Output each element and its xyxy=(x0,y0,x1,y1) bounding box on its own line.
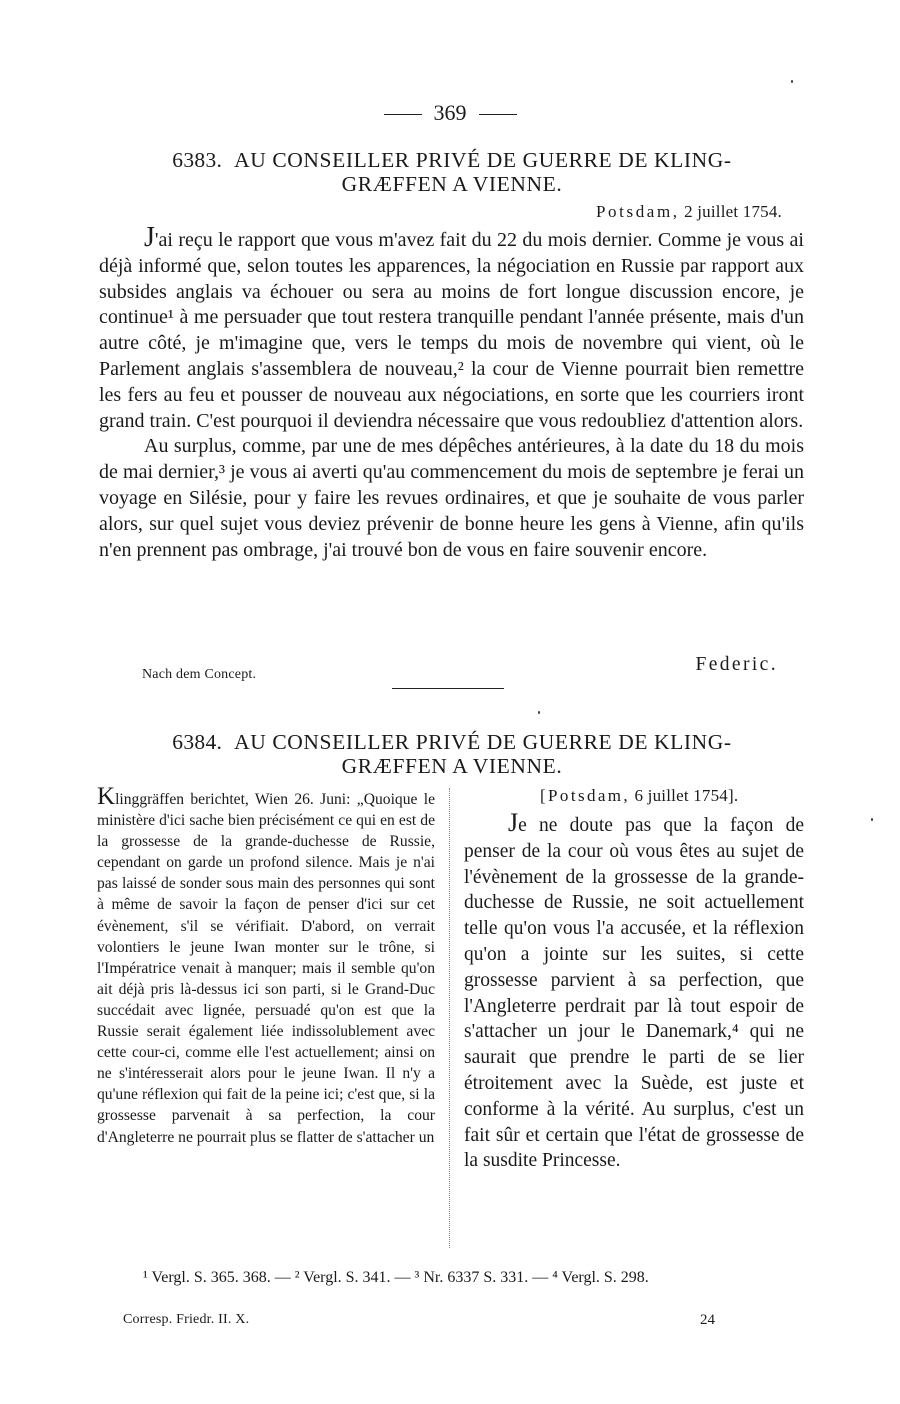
dateline-date: 6 juillet 1754]. xyxy=(634,786,739,805)
reply-column xyxy=(464,810,804,1174)
letter-6383-dateline xyxy=(596,202,782,222)
page-number-line xyxy=(0,100,900,126)
drop-initial: J xyxy=(508,808,519,837)
footnotes: ¹ Vergl. S. 365. 368. — ² Vergl. S. 341. — ³ Nr. 6337 S. 331. — ⁴ Vergl. S. 298. xyxy=(143,1269,649,1286)
column-separator xyxy=(449,788,450,1248)
letter-number: 6383. xyxy=(172,148,223,172)
dash-right xyxy=(479,114,517,115)
letter-6384-heading xyxy=(112,730,792,778)
paragraph-2: Au surplus, comme, par une de mes dépêches antérieures, à la date du 18 du mois de mai dernier,³ je vous ai averti qu'au commencement du mois de septembre je ferai un voyage en Silésie, pour y faire les revues ordinaires, et que je souhaite de vous parler alors, sur quel sujet vous deviez prévenir de bonne heure les gens à Vienne, afin qu'ils n'en prennent pas ombrage, j'ai trouvé bon de vous en faire souvenir encore. xyxy=(99,435,804,561)
print-speck xyxy=(538,711,540,714)
footer-sheet-number: 24 xyxy=(700,1312,715,1328)
heading-line-1 xyxy=(112,730,792,754)
section-divider xyxy=(392,688,504,689)
heading-title-2: GRÆFFEN A VIENNE. xyxy=(341,172,563,196)
signature: Federic. xyxy=(695,654,778,675)
letter-6383-body xyxy=(99,222,804,563)
dateline-place: [Potsdam, xyxy=(540,786,631,805)
letter-6383-heading xyxy=(112,148,792,196)
print-speck xyxy=(871,818,873,821)
page-number: 369 xyxy=(433,100,467,125)
letter-6384-dateline xyxy=(540,786,738,806)
heading-line-1 xyxy=(112,148,792,172)
reply-text: e ne doute pas que la façon de penser de la cour où vous êtes au sujet de l'évènement de la grossesse de la grande-duchesse de Russie, ne soit actuellement telle qu'on vous l'a accusée, et la réflexion qu'on a jointe sur les suites, si cette grossesse parvient à sa perfection, que l'Angleterre perdrait par là tout espoir de s'attacher un jour le Danemark,⁴ qui ne saurait que prendre le parti de se lier étroitement avec la Suède, est juste et conforme à la vérité. Au surplus, c'est un fait sûr et certain que l'état de grossesse de la susdite Princesse. xyxy=(464,815,804,1172)
drop-initial: J xyxy=(144,222,155,253)
reply-paragraph xyxy=(464,810,804,1174)
source-note: Nach dem Concept. xyxy=(142,667,257,682)
letter-number: 6384. xyxy=(172,730,223,754)
drop-initial: K xyxy=(97,783,116,810)
paragraph-1 xyxy=(99,222,804,434)
report-text: linggräffen berichtet, Wien 26. Juni: „Quoique le ministère d'ici sache bien précisément ce qui en est de la grossesse de la grande-duchesse de Russie, cependant on garde un profond silence. Mais je n'ai pas laissé de sonder sous main des personnes qui sont à même de savoir la façon de penser d'ici sur cet évènement, s'il se vérifiait. D'abord, on verrait volontiers le jeune Iwan monter sur le trône, si l'Impératrice venait à manquer; mais il semble qu'on ait déjà pris là-dessus ici son parti, si le Grand-Duc succédait avec lignée, persuadé qu'on est que la Russie serait également liée indissolublement avec cette cour-ci, comme elle l'est actuellement; ainsi on ne s'intéresserait alors pour le jeune Iwan. Il n'y a qu'une réflexion qui fait de la peine ici; c'est que, si la grossesse parvenait à sa perfection, la cour d'Angleterre ne pourrait plus se flatter de s'attacher un xyxy=(97,791,435,1146)
report-column xyxy=(97,783,435,1148)
heading-title-1: AU CONSEILLER PRIVÉ DE GUERRE DE KLING- xyxy=(234,730,732,754)
dash-left xyxy=(384,114,422,115)
report-paragraph xyxy=(97,783,435,1148)
paragraph-1-text: 'ai reçu le rapport que vous m'avez fait du 22 du mois dernier. Comme je vous ai déjà informé que, selon toutes les apparences, la négociation en Russie par rapport aux subsides anglais va échouer ou sera au moins de fort longue discussion encore, je continue¹ à me persuader que tout restera tranquille pendant l'année présente, mais d'un autre côté, je m'imagine que, vers le temps du mois de novembre qui vient, où le Parlement anglais s'assemblera de nouveau,² la cour de Vienne pourrait bien remettre les fers au feu et pousser de nouveau aux négociations, en sorte que les courriers iront grand train. C'est pourquoi il deviendra nécessaire que vous redoubliez d'attention alors. xyxy=(99,229,804,432)
heading-title-1: AU CONSEILLER PRIVÉ DE GUERRE DE KLING- xyxy=(234,148,732,172)
dateline-date: 2 juillet 1754. xyxy=(684,202,782,221)
dateline-place: Potsdam, xyxy=(596,202,680,221)
footer-signature-mark: Corresp. Friedr. II. X. xyxy=(123,1312,250,1327)
heading-title-2: GRÆFFEN A VIENNE. xyxy=(341,754,563,778)
print-speck xyxy=(791,80,793,83)
